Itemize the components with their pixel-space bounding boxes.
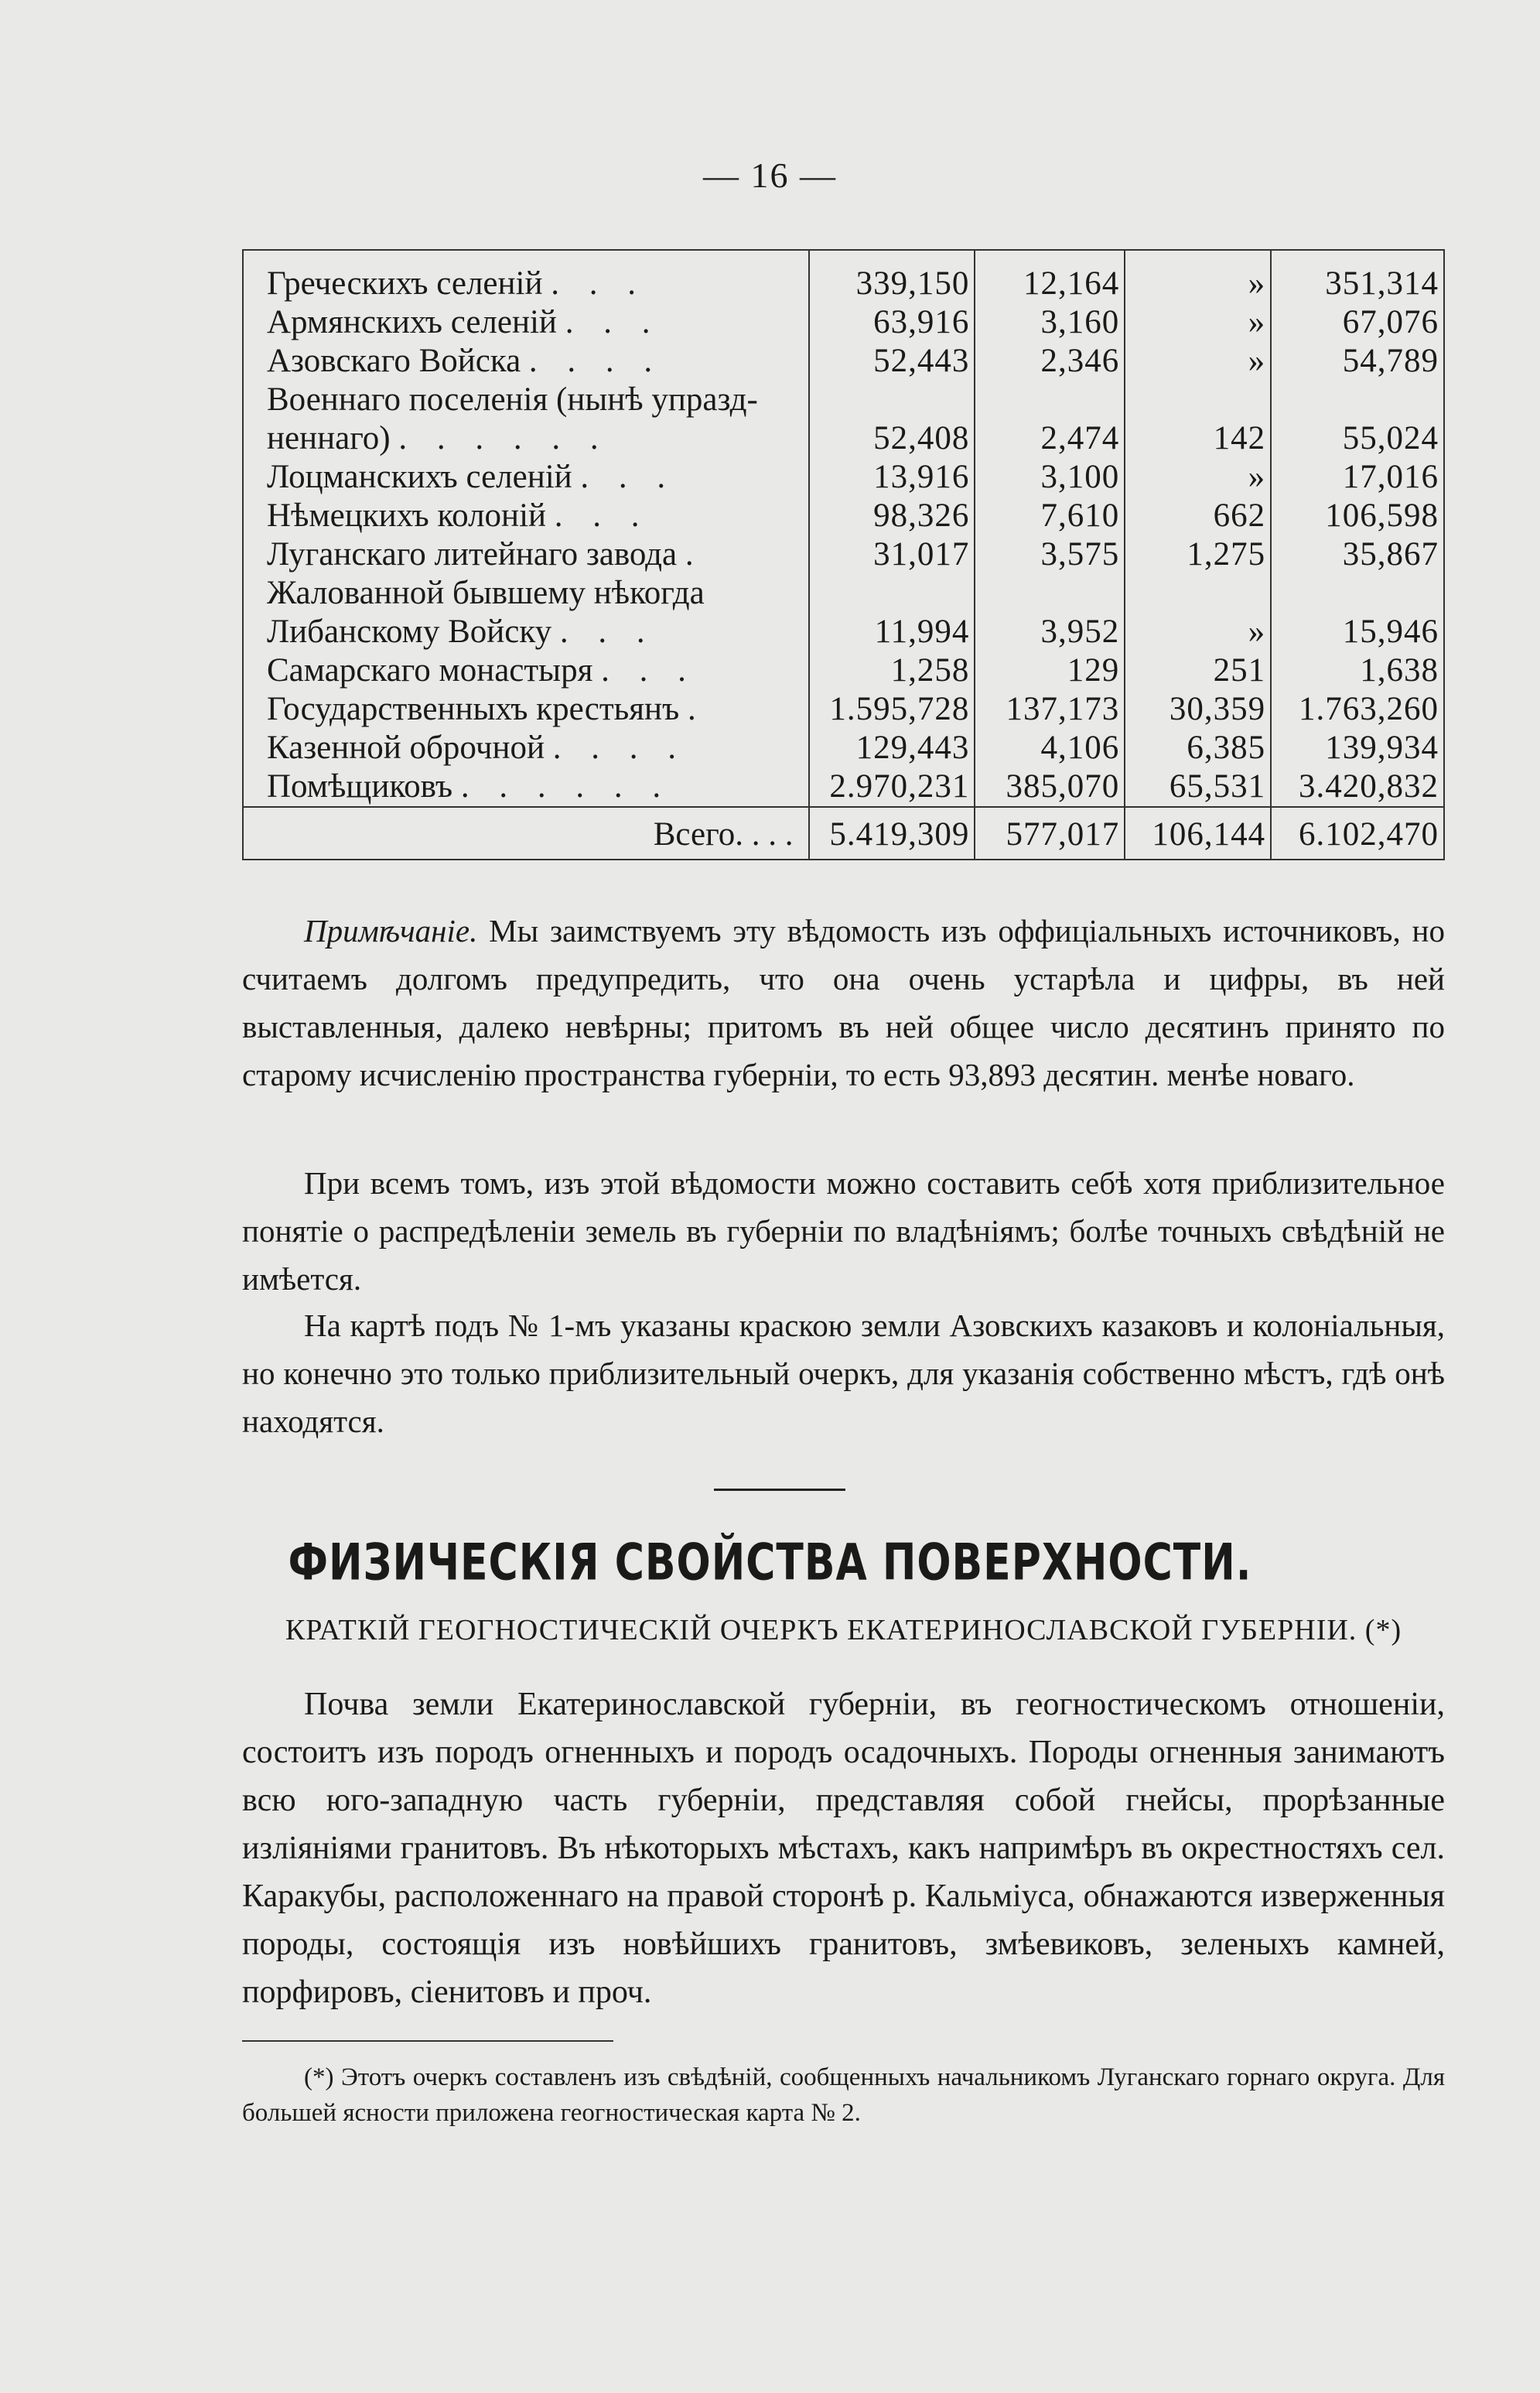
- total-value-cell: 106,144: [1125, 807, 1271, 860]
- value-cell: 3,575: [975, 535, 1125, 574]
- value-cell: 54,789: [1271, 342, 1444, 381]
- table-row: [243, 250, 1444, 303]
- value-cell: 662: [1125, 497, 1271, 535]
- row-label-text: Армянскихъ селеній: [267, 304, 557, 340]
- row-label: [243, 767, 809, 807]
- table-row: [243, 497, 1444, 535]
- section-subheading: КРАТКІЙ ГЕОГНОСТИЧЕСКІЙ ОЧЕРКЪ ЕКАТЕРИНОСЛАВСКОЙ ГУБЕРНІИ. (*): [285, 1614, 1402, 1646]
- value-cell: 11,994: [809, 613, 975, 651]
- row-label-text: неннаго): [267, 420, 391, 456]
- value-cell: 15,946: [1271, 613, 1444, 651]
- table-row: [243, 342, 1444, 381]
- note-label: Примѣчаніе.: [304, 913, 478, 949]
- leader-dots: . . .: [551, 265, 647, 302]
- total-value-cell: 577,017: [975, 807, 1125, 860]
- value-cell: [1271, 381, 1444, 419]
- footnote: [242, 2060, 1445, 2131]
- value-cell: 106,598: [1271, 497, 1444, 535]
- value-cell: 1,258: [809, 651, 975, 690]
- table-row: [243, 729, 1444, 767]
- value-cell: 30,359: [1125, 690, 1271, 729]
- row-label-text: Помѣщиковъ: [267, 768, 453, 805]
- row-label: [243, 381, 809, 419]
- value-cell: 12,164: [975, 250, 1125, 303]
- row-label-text: Азовскаго Войска: [267, 343, 521, 379]
- row-label-text: Греческихъ селеній: [267, 265, 543, 302]
- row-label-text: Лоцманскихъ селеній: [267, 459, 572, 495]
- value-cell: 65,531: [1125, 767, 1271, 807]
- row-label: [243, 651, 809, 690]
- paragraph-distribution: [242, 1159, 1445, 1303]
- value-cell: 129,443: [809, 729, 975, 767]
- row-label: [243, 729, 809, 767]
- value-cell: [1125, 381, 1271, 419]
- value-cell: 1,638: [1271, 651, 1444, 690]
- table-row: [243, 690, 1444, 729]
- value-cell: 339,150: [809, 250, 975, 303]
- value-cell: »: [1125, 613, 1271, 651]
- value-cell: 98,326: [809, 497, 975, 535]
- total-row: [243, 807, 1444, 860]
- value-cell: 3.420,832: [1271, 767, 1444, 807]
- row-label: [243, 303, 809, 342]
- value-cell: 67,076: [1271, 303, 1444, 342]
- leader-dots: . . .: [580, 459, 677, 495]
- row-label-text: Казенной оброчной: [267, 730, 545, 766]
- value-cell: 17,016: [1271, 458, 1444, 497]
- value-cell: [809, 381, 975, 419]
- row-label: [243, 419, 809, 458]
- leader-dots: . . .: [559, 614, 656, 650]
- value-cell: »: [1125, 342, 1271, 381]
- value-cell: 52,443: [809, 342, 975, 381]
- table-row: [243, 613, 1444, 651]
- row-label-text: Нѣмецкихъ колоній: [267, 497, 547, 534]
- value-cell: 63,916: [809, 303, 975, 342]
- table-row: [243, 458, 1444, 497]
- value-cell: [1125, 574, 1271, 613]
- value-cell: 351,314: [1271, 250, 1444, 303]
- row-label-text: Самарскаго монастыря: [267, 652, 593, 689]
- row-label-text: Государственныхъ крестьянъ: [267, 691, 680, 727]
- leader-dots: . . . .: [528, 343, 664, 379]
- row-label: [243, 250, 809, 303]
- value-cell: »: [1125, 458, 1271, 497]
- row-label: [243, 613, 809, 651]
- paragraph-text: Почва земли Екатеринославской губерніи, въ геогностическомъ отношеніи, состоитъ изъ породъ огненныхъ и породъ осадочныхъ. Породы огненныя занимаютъ всю юго-западную часть губерніи, представляя собой гнейсы, прорѣзанные изліяніями гранитовъ. Въ нѣкоторыхъ мѣстахъ, какъ напримѣръ въ окрестностяхъ сел. Каракубы, расположеннаго на правой сторонѣ р. Кальміуса, обнажаются изверженныя породы, состоящія изъ новѣйшихъ гранитовъ, змѣевиковъ, зеленыхъ камней, порфировъ, сіенитовъ и проч.: [242, 1687, 1445, 2010]
- paragraph-map: [242, 1301, 1445, 1445]
- value-cell: 55,024: [1271, 419, 1444, 458]
- leader-dots: . . .: [565, 304, 661, 340]
- total-label: Всего. . . .: [243, 807, 809, 860]
- value-cell: 52,408: [809, 419, 975, 458]
- value-cell: »: [1125, 250, 1271, 303]
- value-cell: [1271, 574, 1444, 613]
- value-cell: 1,275: [1125, 535, 1271, 574]
- value-cell: 4,106: [975, 729, 1125, 767]
- total-value-cell: 6.102,470: [1271, 807, 1444, 860]
- leader-dots: .: [685, 536, 705, 573]
- table-row: [243, 767, 1444, 807]
- row-label: [243, 535, 809, 574]
- paragraph-geology: [242, 1680, 1445, 2016]
- value-cell: 2,474: [975, 419, 1125, 458]
- leader-dots: . . . . . .: [398, 420, 610, 456]
- value-cell: 35,867: [1271, 535, 1444, 574]
- row-label-text: Жалованной бывшему нѣкогда: [267, 575, 705, 611]
- table-row: [243, 381, 1444, 419]
- value-cell: 251: [1125, 651, 1271, 690]
- paragraph-text: На картѣ подъ № 1-мъ указаны краскою земли Азовскихъ казаковъ и колоніальныя, но конечно это только приблизительный очеркъ, для указанія собственно мѣстъ, гдѣ онѣ находятся.: [242, 1308, 1445, 1439]
- table-row: [243, 303, 1444, 342]
- table-row: [243, 651, 1444, 690]
- value-cell: 31,017: [809, 535, 975, 574]
- value-cell: 3,952: [975, 613, 1125, 651]
- row-label-text: Луганскаго литейнаго завода: [267, 536, 678, 573]
- row-label-text: Военнаго поселенія (нынѣ упразд-: [267, 381, 758, 418]
- table-row: [243, 419, 1444, 458]
- table-body: [243, 250, 1444, 860]
- land-distribution-table: [242, 249, 1445, 860]
- value-cell: 1.763,260: [1271, 690, 1444, 729]
- value-cell: [809, 574, 975, 613]
- value-cell: 13,916: [809, 458, 975, 497]
- row-label: [243, 497, 809, 535]
- note-text: Мы заимствуемъ эту вѣдомость изъ оффиціальныхъ источниковъ, но считаемъ долгомъ предупредить, что она очень устарѣла и цифры, въ ней выставленныя, далеко невѣрны; притомъ въ ней общее число десятинъ принято по старому исчисленію пространства губерніи, то есть 93,893 десятин. менѣе новаго.: [242, 913, 1445, 1092]
- value-cell: »: [1125, 303, 1271, 342]
- total-value-cell: 5.419,309: [809, 807, 975, 860]
- value-cell: 7,610: [975, 497, 1125, 535]
- paragraph-text: При всемъ томъ, изъ этой вѣдомости можно составить себѣ хотя приблизительное понятіе о распредѣленіи земель въ губерніи по владѣніямъ; болѣе точныхъ свѣдѣній не имѣется.: [242, 1165, 1445, 1297]
- row-label: [243, 342, 809, 381]
- section-heading: ФИЗИЧЕСКІЯ СВОЙСТВА ПОВЕРХНОСТИ.: [288, 1533, 1252, 1592]
- row-label: [243, 458, 809, 497]
- value-cell: 385,070: [975, 767, 1125, 807]
- note-paragraph: [242, 907, 1445, 1099]
- section-separator: [714, 1489, 845, 1491]
- leader-dots: . . .: [601, 652, 697, 689]
- leader-dots: .: [688, 691, 707, 727]
- value-cell: 2.970,231: [809, 767, 975, 807]
- value-cell: 3,160: [975, 303, 1125, 342]
- row-label: [243, 690, 809, 729]
- footnote-rule: [242, 2040, 613, 2042]
- value-cell: 142: [1125, 419, 1271, 458]
- value-cell: 1.595,728: [809, 690, 975, 729]
- footnote-text: (*) Этотъ очеркъ составленъ изъ свѣдѣній, сообщенныхъ начальникомъ Луганскаго горнаго округа. Для большей ясности приложена геогностическая карта № 2.: [242, 2063, 1445, 2127]
- table-row: [243, 535, 1444, 574]
- table-row: [243, 574, 1444, 613]
- value-cell: 2,346: [975, 342, 1125, 381]
- value-cell: [975, 574, 1125, 613]
- leader-dots: . . . . . .: [460, 768, 672, 805]
- value-cell: 137,173: [975, 690, 1125, 729]
- value-cell: [975, 381, 1125, 419]
- value-cell: 139,934: [1271, 729, 1444, 767]
- row-label: [243, 574, 809, 613]
- value-cell: 129: [975, 651, 1125, 690]
- leader-dots: . . .: [554, 497, 650, 534]
- row-label-text: Либанскому Войску: [267, 614, 552, 650]
- value-cell: 6,385: [1125, 729, 1271, 767]
- leader-dots: . . . .: [552, 730, 687, 766]
- value-cell: 3,100: [975, 458, 1125, 497]
- page-number: — 16 —: [703, 156, 837, 195]
